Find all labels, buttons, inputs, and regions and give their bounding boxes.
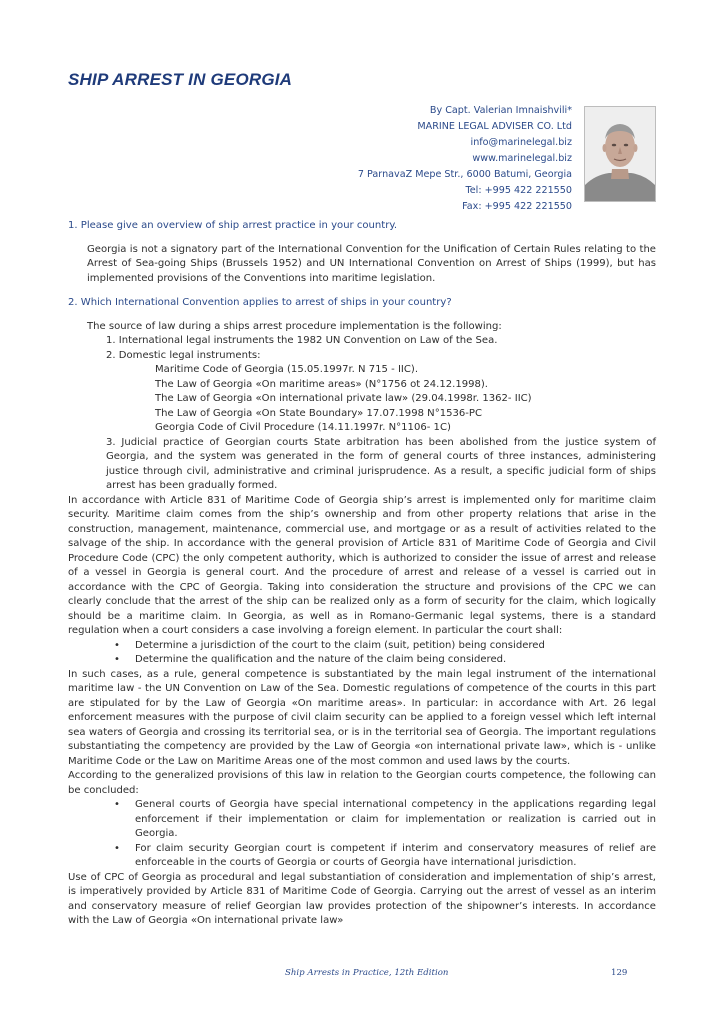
answer-1: Georgia is not a signatory part of the International Convention for the Unification of Certain Rules relating to the Arrest of Sea-going Ships (Brussels 1952) and UN International Convention on Arrest of Ships (1999), but has implemented provisions of the Conventions into maritime legislation. [87,243,656,284]
sources-item-3: 3. Judicial practice of Georgian courts State arbitration has been abolished from the justice system of Georgia, and the system was generated in the form of general courts of three instances, administering justice through civil, administrative and criminal jurisprudence. As a result, a specific judicial form of ships arrest has been gradually formed. [106,436,656,491]
sources-item-1: 1. International legal instruments the 1982 UN Convention on Law of the Sea. [106,335,498,346]
body-paragraph: According to the generalized provisions of this law in relation to the Georgian courts competence, the following can be concluded: [68,770,656,796]
bullet-icon: • [114,842,120,854]
body-paragraph: In such cases, as a rule, general competence is substantiated by the main legal instrument of the international maritime law - the UN Convention on Law of the Sea. Domestic regulations of competence of the courts in this part are stipulated for by the Law of Georgia «On maritime areas». In particular: in accordance with Art. 26 legal enforcement measures with the purpose of civil claim security can be applied to a foreign vessel which left internal sea waters of Georgia and crossing its territorial sea, or is in the territorial sea of Georgia. The important regulations substantiating the competency are provided by the Law of Georgia «on international private law», which is - unlike Maritime Code or the Law on Maritime Areas one of the most common and used laws by the courts. [68,668,656,767]
list-item: • For claim security Georgian court is competent if interim and conservatory measures of relief are enforceable in the courts of Georgia or courts of Georgia have international jurisdiction. [114,842,656,868]
article-body [68,219,656,929]
author-company: MARINE LEGAL ADVISER CO. Ltd [417,121,572,132]
author-photo [584,106,656,202]
author-email[interactable]: info@marinelegal.biz [470,137,572,148]
sources-intro: The source of law during a ships arrest procedure implementation is the following: [87,320,502,332]
page-footer [0,968,724,982]
list-item: • General courts of Georgia have special international competency in the applications regarding legal enforcement if their implementation or claim for implementation or realization is carried out in Georgia. [114,799,656,839]
author-block [358,103,572,215]
author-portrait-icon [585,107,655,201]
domestic-instrument: Georgia Code of Civil Procedure (14.11.1997r. N°1106- 1C) [155,422,451,433]
bullet-list [68,798,656,871]
bullet-icon: • [114,654,120,665]
author-website[interactable]: www.marinelegal.biz [472,153,572,164]
domestic-instrument: The Law of Georgia «On maritime areas» (N°1756 ot 24.12.1998). [155,378,488,390]
body-paragraph: In accordance with Article 831 of Maritime Code of Georgia ship’s arrest is implemented only for maritime claim security. Maritime claim comes from the ship’s ownership and from other property relations that arise in the construction, management, maintenance, commercial use, and mortgage or as a result of activities related to the salvage of the ship. In accordance with the general provision of Article 831 of Maritime Code of Georgia and Civil Procedure Code (CPC) the only competent authority, which is authorized to consider the issue of arrest and release of a vessel in Georgia is general court. And the procedure of arrest and release of a vessel is carried out in accordance with the CPC of Georgia. Taking into consideration the structure and provisions of the CPC we can clearly conclude that the arrest of the ship can be realized only as a form of security for the claim, which logically should be a maritime claim. In Georgia, as well as in Romano-Germanic legal systems, there is a standard regulation when a court considers a case involving a foreign element. In particular the court shall: [68,494,656,636]
page-title: SHIP ARREST IN GEORGIA [68,70,293,89]
bullet-icon: • [114,639,120,651]
list-item: • Determine a jurisdiction of the court to the claim (suit, petition) being considered [68,639,656,654]
sources-item-2: 2. Domestic legal instruments: [106,349,261,361]
author-fax: Fax: +995 422 221550 [462,201,572,212]
domestic-instrument: The Law of Georgia «On international private law» (29.04.1998r. 1362- IIC) [155,393,532,404]
list-item: • Determine the qualification and the nature of the claim being considered. [68,653,656,668]
footer-publication-title: Ship Arrests in Practice, 12th Edition [285,968,449,978]
domestic-instrument: The Law of Georgia «On State Boundary» 17.07.1998 N°1536-PC [155,407,482,419]
author-address: 7 ParnavaZ Mepe Str., 6000 Batumi, Georgia [357,169,572,180]
question-2: 2. Which International Convention applies to arrest of ships in your country? [68,297,452,308]
question-1: 1. Please give an overview of ship arrest practice in your country. [68,220,398,231]
page-number: 129 [611,968,628,978]
body-paragraph: Use of CPC of Georgia as procedural and legal substantiation of consideration and implementation of ship’s arrest, is imperatively provided by Article 831 of Maritime Code of Georgia. Carrying out the arrest of vessel as an interim and conservatory measure of relief Georgian law provides protection of the shipowner’s interests. In accordance with the Law of Georgia «On international private law» [68,871,656,926]
bullet-icon: • [114,799,120,810]
author-byline: By Capt. Valerian Imnaishvili* [429,105,572,116]
author-tel: Tel: +995 422 221550 [465,185,572,196]
domestic-instrument: Maritime Code of Georgia (15.05.1997r. N 715 - IIC). [155,364,419,375]
bullet-list [68,639,656,668]
